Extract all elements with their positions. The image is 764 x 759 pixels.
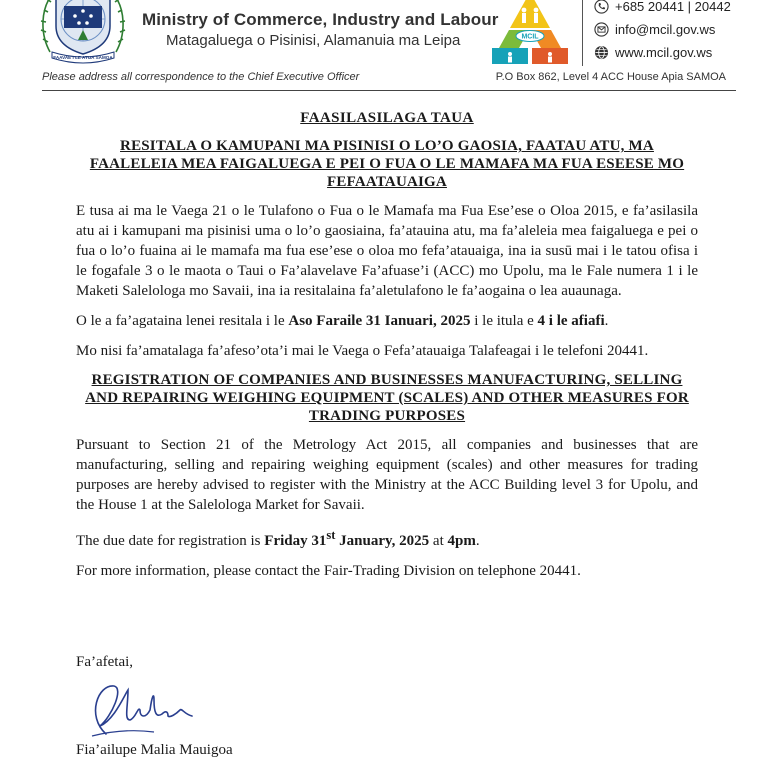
english-due-prefix: The due date for registration is (76, 533, 265, 549)
globe-icon (594, 45, 609, 60)
samoan-due-date-line (76, 311, 698, 331)
contact-website[interactable] (594, 43, 712, 61)
email-link[interactable]: info@mcil.gov.ws (615, 21, 716, 37)
phone-icon (594, 0, 609, 14)
english-contact-line: For more information, please contact the Fair-Trading Division on telephone 20441. (76, 563, 581, 579)
samoan-contact-line: Mo nisi fa’amatalaga fa’afeso’ota’i mai le Vaega o Fefa’atauaiga Talafeagai i le telefoni 20441. (76, 343, 649, 359)
header-divider (582, 0, 583, 66)
english-heading: REGISTRATION OF COMPANIES AND BUSINESSES MANUFACTURING, SELLING AND REPAIRING WEIGHING EQUIPMENT (SCALES) AND OTHER MEASURES FOR TRADING PURPOSES (85, 372, 689, 424)
samoa-coat-of-arms-icon (40, 0, 126, 66)
notice-body (76, 110, 698, 591)
english-due-day: Friday 31 (264, 533, 327, 549)
english-due-time: 4pm (447, 533, 476, 549)
email-icon (594, 22, 609, 37)
contact-phone (594, 0, 731, 15)
ministry-name: Ministry of Commerce, Industry and Labour (142, 10, 499, 29)
notice-title: FAASILASILAGA TAUA (300, 110, 474, 126)
samoan-due-date: Aso Faraile 31 Ianuari, 2025 (288, 313, 471, 329)
samoan-heading: RESITALA O KAMUPANI MA PISINISI O LO’O GAOSIA, FAATAU ATU, MA FAALELEIA MEA FAIGALUEGA E PEI O FUA O LE MAMAFA MA FUA ESEESE MO FEFAATAUAIGA (89, 138, 685, 190)
seal-motto: FAAVAE I LE ATUA SAMOA (53, 55, 113, 60)
header-rule (42, 90, 736, 91)
samoan-paragraph: E tusa ai ma le Vaega 21 o le Tulafono o Fua o le Mamafa ma Fua Ese’ese o Oloa 2015, e fa’asilasila atu ai i kamupani ma pisinisi uma o lo’o gaosiaina, fa’atauina atu, ma fa’aleleia mea faigaluega e pei o fua o lo’o fuaina ai le mamafa ma fua ese’ese o oloa mo fefa’atauaiga, ina ia susū mai i le tatou ofisa i le fogafale 3 o le maota o Taui o Fa’alavelave Fa’afuase’i (ACC) mo Upolu, ma le Fale numera 1 i le Maketi Salelologa mo Savaii, ina ia resitalaina fa’aletulafono le fa’aogaina o lea auaunaga. (76, 203, 698, 299)
phone-text: +685 20441 | 20442 (615, 0, 731, 14)
contact-email[interactable] (594, 20, 715, 38)
english-due-suffix: . (475, 533, 480, 549)
correspondence-note: Please address all correspondence to the Chief Executive Officer (42, 71, 360, 83)
mcil-logo-icon (488, 0, 572, 66)
ministry-name-samoan: Matagaluega o Pisinisi, Alamanuia ma Leipa (166, 32, 461, 49)
sign-off: Fa’afetai, (76, 654, 134, 670)
samoan-due-mid: i le itula e (470, 313, 538, 329)
mcil-logo-text: MCIL (521, 33, 539, 41)
english-due-date-line (76, 525, 698, 551)
signatory-name: Fia’ailupe Malia Mauigoa (76, 742, 233, 758)
website-link[interactable]: www.mcil.gov.ws (615, 44, 713, 60)
samoan-due-suffix: . (604, 313, 609, 329)
english-paragraph: Pursuant to Section 21 of the Metrology Act 2015, all companies and businesses that are manufacturing, selling and repairing weighing equipment (scales) and other measures for trading purposes are hereby advised to register with the Ministry at the ACC Building level 3 for Upolu, and the House 1 at the Salelologa Market for Savaii. (76, 437, 698, 513)
english-due-sup: st (326, 528, 336, 542)
signature-icon (84, 676, 204, 746)
samoan-due-time: 4 i le afiafi (537, 313, 605, 329)
english-due-mid: at (429, 533, 448, 549)
english-due-month: January, 2025 (335, 533, 430, 549)
samoan-due-prefix: O le a fa’agataina lenei resitala i le (76, 313, 289, 329)
postal-address: P.O Box 862, Level 4 ACC House Apia SAMOA (495, 71, 726, 83)
